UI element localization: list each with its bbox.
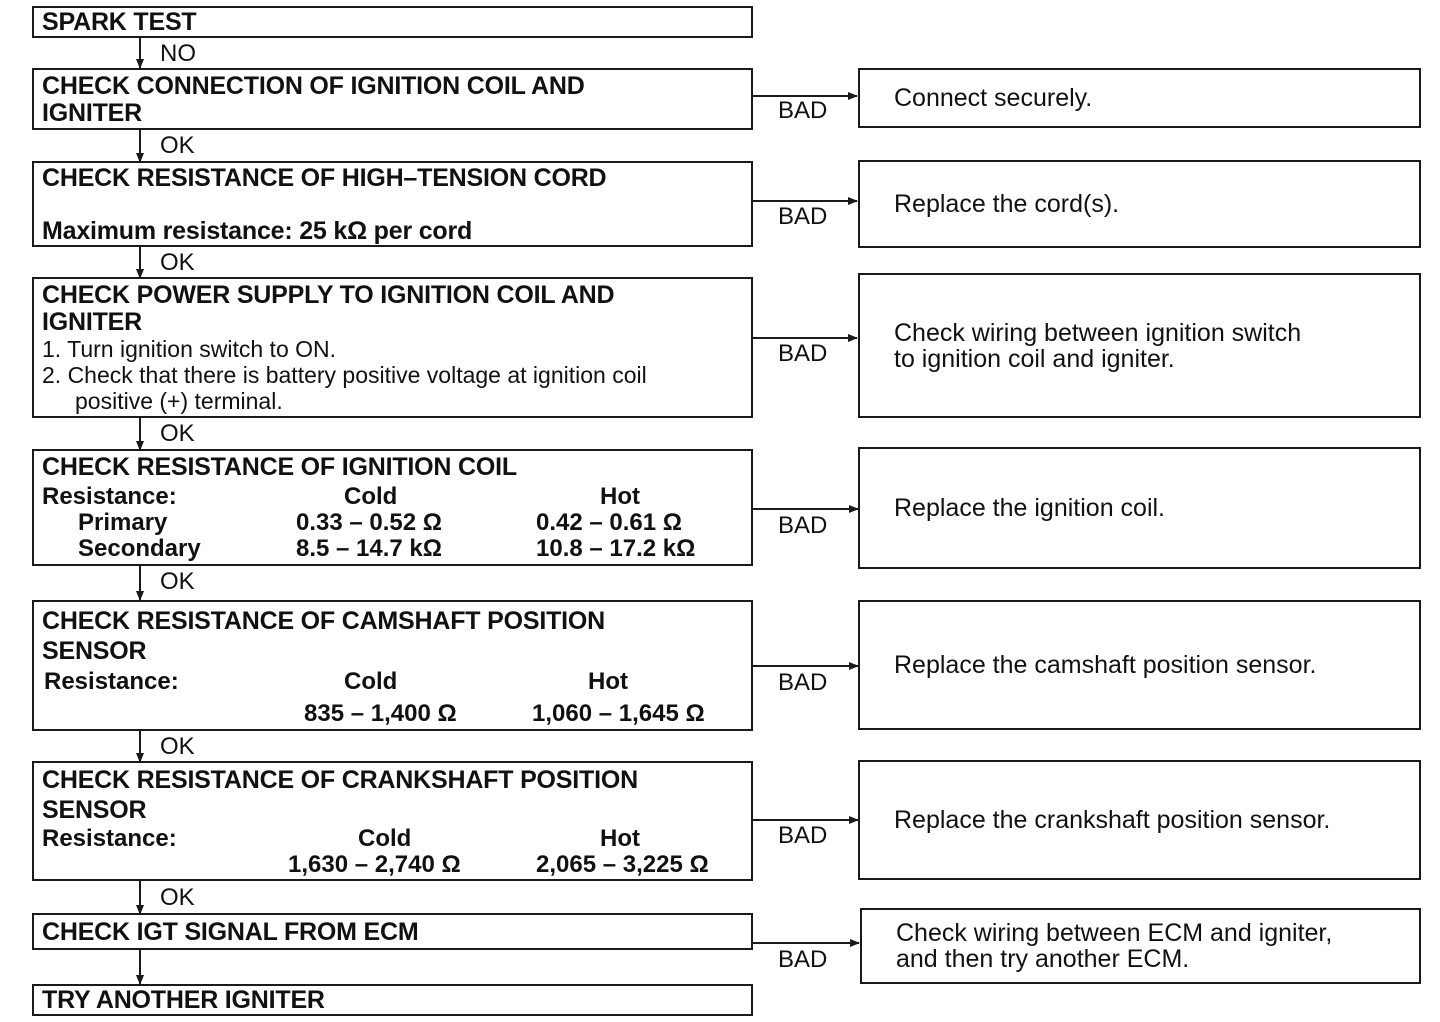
check-wiring-ecm-line2: and then try another ECM. (896, 945, 1190, 973)
bad-label: BAD (778, 669, 828, 696)
check-wiring-ignition-line2: to ignition coil and igniter. (894, 344, 1175, 373)
check-wiring-ignition-line1: Check wiring between ignition switch (894, 318, 1302, 347)
primary-cold-value: 0.33 – 0.52 Ω (296, 509, 443, 536)
resistance-label: Resistance: (44, 668, 179, 695)
connection-check-title-line2: IGNITER (42, 99, 142, 127)
secondary-hot-value: 10.8 – 17.2 kΩ (536, 535, 696, 562)
resistance-label: Resistance: (42, 483, 177, 510)
bad-label: BAD (778, 822, 828, 849)
crankshaft-hot-value: 2,065 – 3,225 Ω (536, 851, 709, 878)
crankshaft-sensor-check-box (32, 761, 753, 881)
replace-camshaft-sensor-box (858, 600, 1421, 730)
cold-label: Cold (358, 825, 412, 852)
ignition-coil-header-row (42, 483, 743, 509)
power-supply-step-2: 2. Check that there is battery positive voltage at ignition coil (42, 362, 647, 388)
replace-crankshaft-sensor-box (858, 760, 1421, 880)
cord-max-resistance: Maximum resistance: 25 kΩ per cord (42, 217, 473, 245)
hot-label: Hot (588, 668, 628, 695)
connection-check-title-line1: CHECK CONNECTION OF IGNITION COIL AND (42, 72, 585, 100)
primary-label: Primary (78, 509, 168, 536)
crankshaft-values-row (42, 851, 743, 877)
crankshaft-title-line2: SENSOR (42, 796, 147, 824)
connection-check-box (32, 68, 753, 130)
secondary-cold-value: 8.5 – 14.7 kΩ (296, 535, 443, 562)
power-supply-title-line1: CHECK POWER SUPPLY TO IGNITION COIL AND (42, 281, 615, 309)
cord-check-box (32, 161, 753, 247)
ok-label: OK (160, 568, 195, 595)
power-supply-step-1: 1. Turn ignition switch to ON. (42, 336, 337, 362)
replace-cord-box (858, 160, 1421, 248)
hot-label: Hot (600, 483, 640, 510)
igt-signal-check-box (32, 913, 753, 950)
igt-signal-title: CHECK IGT SIGNAL FROM ECM (42, 918, 419, 946)
spark-test-title: SPARK TEST (42, 8, 197, 36)
camshaft-values-row (42, 700, 743, 726)
resistance-label: Resistance: (42, 825, 177, 852)
camshaft-cold-value: 835 – 1,400 Ω (304, 700, 457, 727)
bad-label: BAD (778, 512, 828, 539)
bad-label: BAD (778, 340, 828, 367)
bad-label: BAD (778, 946, 828, 973)
crankshaft-header-row (42, 825, 743, 851)
power-supply-title-line2: IGNITER (42, 308, 142, 336)
ignition-coil-title: CHECK RESISTANCE OF IGNITION COIL (42, 453, 517, 481)
camshaft-hot-value: 1,060 – 1,645 Ω (532, 700, 705, 727)
ok-label: OK (160, 132, 195, 159)
ok-label: OK (160, 249, 195, 276)
check-wiring-ignition-box (858, 273, 1421, 418)
replace-ignition-coil-box (858, 447, 1421, 569)
replace-camshaft-sensor-text: Replace the camshaft position sensor. (894, 651, 1317, 679)
check-wiring-ecm-line1: Check wiring between ECM and igniter, (896, 919, 1333, 947)
primary-hot-value: 0.42 – 0.61 Ω (536, 509, 683, 536)
check-wiring-ecm-box (860, 908, 1421, 984)
ok-label: OK (160, 884, 195, 911)
ignition-coil-primary-row (42, 509, 743, 535)
try-igniter-box (32, 984, 753, 1016)
camshaft-header-row (42, 668, 743, 700)
crankshaft-title-line1: CHECK RESISTANCE OF CRANKSHAFT POSITION (42, 766, 638, 794)
ignition-coil-secondary-row (42, 535, 743, 561)
bad-label: BAD (778, 97, 828, 124)
ok-label: OK (160, 420, 195, 447)
connect-securely-text: Connect securely. (894, 84, 1093, 112)
power-supply-step-2-cont: positive (+) terminal. (75, 388, 283, 414)
spark-test-box (32, 6, 753, 38)
camshaft-title-line1: CHECK RESISTANCE OF CAMSHAFT POSITION (42, 607, 605, 635)
try-igniter-title: TRY ANOTHER IGNITER (42, 986, 325, 1014)
secondary-label: Secondary (78, 535, 201, 562)
ignition-coil-check-box (32, 449, 753, 566)
ok-label: OK (160, 733, 195, 760)
crankshaft-cold-value: 1,630 – 2,740 Ω (288, 851, 461, 878)
cold-label: Cold (344, 668, 398, 695)
camshaft-title-line2: SENSOR (42, 637, 147, 665)
no-label: NO (160, 40, 196, 67)
connect-securely-box (858, 68, 1421, 128)
camshaft-sensor-check-box (32, 600, 753, 731)
hot-label: Hot (600, 825, 640, 852)
power-supply-check-box (32, 277, 753, 418)
bad-label: BAD (778, 203, 828, 230)
cold-label: Cold (344, 483, 398, 510)
replace-cord-text: Replace the cord(s). (894, 190, 1120, 218)
cord-check-title: CHECK RESISTANCE OF HIGH–TENSION CORD (42, 164, 607, 192)
replace-crankshaft-sensor-text: Replace the crankshaft position sensor. (894, 806, 1331, 834)
replace-ignition-coil-text: Replace the ignition coil. (894, 494, 1165, 522)
